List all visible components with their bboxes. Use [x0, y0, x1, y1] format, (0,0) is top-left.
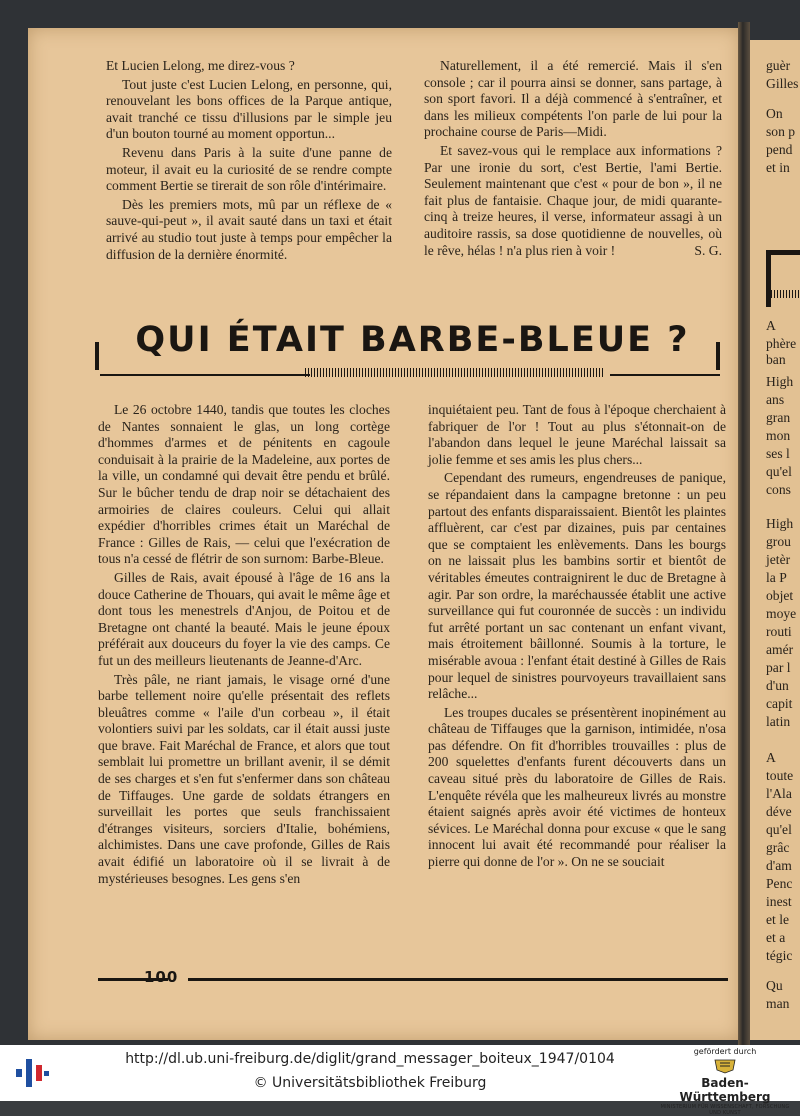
article-title: QUI ÉTAIT BARBE-BLEUE ?: [135, 320, 690, 360]
paragraph: Les troupes ducales se présentèrent inopinément au château de Tiffauges que la garnison, intimidée, n'osa pas défendre. On fit d'horribles trouvailles : plus de 200 squelettes d'enfants furent découverts dans un caveau situé près du laboratoire de Gilles de Rais. L'enquête révéla que les malheureux livrés au monstre étaient saignés après avoir été victimes de honteux sévices. Le Maréchal donna pour excuse « que le sang innocent lui avait été recommandé pour réaliser la pierre qui donne de l'or ». On ne se souciait: [428, 704, 726, 870]
adjacent-page-fragment: High: [766, 516, 794, 531]
adjacent-page-fragment: moye: [766, 606, 797, 621]
adjacent-page-fragment: Penc: [766, 876, 793, 891]
adjacent-page-fragment: ban: [766, 352, 786, 367]
paragraph: Cependant des rumeurs, engendreuses de panique, se répandaient dans la campagne bretonne : un peu partout des enfants disparaissaient. Bientôt les plaintes affluèrent, car c'est par dizaines, puis par centaines que se comptaient les enlèvements. Dans les bourgs on ne laissait plus les bambins sortir et bientôt de véritables émeutes contraignirent le duc de Bretagne à agir. Par son ordre, la maréchaussée établit une active surveillance qui fut couronnée de succès : un individu fut arrêté portant un sac contenant un enfant vivant, mais étroitement bâillonné. Soumis à la torture, le misérable avoua : l'enfant était destiné à Gilles de Rais pour lequel de sinistres pourvoyeurs travaillaient sans relâche...: [428, 470, 726, 702]
sponsor-label: gefördert durch: [693, 1047, 757, 1056]
adjacent-page-fragment: pend: [766, 142, 793, 157]
adjacent-page-fragment: A: [766, 318, 776, 333]
heading-rule-right: [610, 374, 720, 376]
viewer-footer: [0, 1045, 800, 1116]
paragraph-text: Et savez-vous qui le remplace aux informations ? Par une ironie du sort, c'est Bertie, l'ami Bertie. Seulement maintenant que c'est « pour de bon », il ne fait plus de fantaisie. Chaque jour, de midi quarante-cinq à treize heures, il verse, informateur assagi à un auditoire rassis, sa dose quotidienne de nouvelles, où le rêve, hélas ! n'a plus rien à voir !: [424, 142, 722, 258]
paragraph: Tout juste c'est Lucien Lelong, en personne, qui, renouvelant les bons offices de la Parque antique, avait tranché ce tissu d'illusions par le simple jeu d'un bouton tourné au moment opportun...: [106, 76, 392, 142]
article-heading: [95, 320, 730, 380]
article-right-column: [428, 402, 726, 873]
coat-of-arms-icon: [712, 1058, 738, 1074]
adjacent-page-fragment: ses l: [766, 446, 790, 461]
heading-hatch-ornament: [305, 368, 605, 377]
book-gutter: [738, 22, 750, 1045]
footer-rule-right: [188, 978, 728, 981]
adjacent-page-fragment: d'am: [766, 858, 792, 873]
paragraph: Revenu dans Paris à la suite d'une panne de moteur, il avait eu la curiosité de se rendre compte comment Bertie se tirerait de son rôle d'intérimaire.: [106, 144, 392, 194]
adjacent-page-fragment: On: [766, 106, 783, 121]
adjacent-page-fragment: amér: [766, 642, 794, 657]
adjacent-page-fragment: qu'el: [766, 464, 792, 479]
adjacent-page-fragment: latin: [766, 714, 791, 729]
adjacent-page-fragment: grou: [766, 534, 791, 549]
adjacent-heading-ornament: [766, 250, 800, 307]
adjacent-page-fragment: inest: [766, 894, 792, 909]
heading-rule-left: [100, 374, 310, 376]
paragraph: Le 26 octobre 1440, tandis que toutes les cloches de Nantes sonnaient le glas, un long cortège d'hommes d'armes et de pénitents en cagoule conduisait à la prairie de la Madeleine, aux portes de la ville, un condamné qui devait être pendu et brûlé. Sur le bûcher tendu de drap noir se détachaient des armoiries de claires couleurs. Celui qui allait expédier d'horribles crimes était un Maréchal de France : Gilles de Rais, — celui que l'exécration de tous n'a cessé de flétrir de son surnom: Barbe-Bleue.: [98, 402, 390, 567]
adjacent-page-fragment: toute: [766, 768, 794, 783]
signature: S. G.: [694, 242, 722, 258]
adjacent-page-fragment: qu'el: [766, 822, 792, 837]
adjacent-page-fragment: d'un: [766, 678, 789, 693]
adjacent-page-fragment: grâc: [766, 840, 790, 855]
adjacent-page-fragment: objet: [766, 588, 794, 603]
adjacent-page-fragment: Qu: [766, 978, 783, 993]
adjacent-page-fragment: gran: [766, 410, 791, 425]
top-left-column: [106, 58, 392, 265]
adjacent-page-fragment: capit: [766, 696, 793, 711]
sponsor-subtitle: MINISTERIUM FÜR WISSENSCHAFT, FORSCHUNG UND KUNST: [660, 1104, 790, 1116]
adjacent-page-fragment: par l: [766, 660, 791, 675]
paragraph: Naturellement, il a été remercié. Mais il s'en console ; car il pourra ainsi se donner, sans partage, à son sport favori. Il a déjà commencé à s'entraîner, et dans les milieux compétents l'on parle de lui pour la prochaine course de Paris—Midi.: [424, 58, 722, 140]
adjacent-page-fragment: tégic: [766, 948, 793, 963]
adjacent-page-fragment: mon: [766, 428, 791, 443]
adjacent-page-fragment: Gilles: [766, 76, 799, 91]
adjacent-hatch-ornament: [768, 290, 800, 298]
adjacent-page-fragment: cons: [766, 482, 791, 497]
adjacent-page-fragment: High: [766, 374, 794, 389]
adjacent-page-fragment: guèr: [766, 58, 791, 73]
adjacent-page-fragment: son p: [766, 124, 796, 139]
adjacent-page-fragment: et in: [766, 160, 790, 175]
paragraph: Et Lucien Lelong, me direz-vous ?: [106, 58, 295, 73]
library-logo-icon: [12, 1053, 52, 1093]
adjacent-page-fragment: phère: [766, 336, 797, 351]
adjacent-page-fragment: A: [766, 750, 776, 765]
top-right-column: [424, 58, 722, 261]
permalink-link[interactable]: http://dl.ub.uni-freiburg.de/diglit/grand_messager_boiteux_1947/0104: [125, 1051, 615, 1067]
document-page: [28, 28, 740, 1040]
paragraph: Dès les premiers mots, mû par un réflexe de « sauve-qui-peut », il avait sauté dans un taxi et était arrivé au studio tout juste à temps pour empêcher la diffusion de la dernière énormité.: [106, 196, 392, 262]
adjacent-page-fragment: et le: [766, 912, 790, 927]
adjacent-page-fragment: man: [766, 996, 790, 1011]
adjacent-page-fragment: la P: [766, 570, 787, 585]
adjacent-page-fragment: jetèr: [766, 552, 791, 567]
article-left-column: [98, 402, 390, 889]
copyright-notice: © Universitätsbibliothek Freiburg: [253, 1075, 487, 1091]
adjacent-page-fragment: déve: [766, 804, 792, 819]
paragraph: [424, 143, 722, 259]
adjacent-page-fragment: ans: [766, 392, 785, 407]
adjacent-page-fragment: et a: [766, 930, 786, 945]
sponsor-logo: [660, 1047, 790, 1116]
heading-ornament-right: [716, 342, 720, 370]
adjacent-page: [750, 40, 800, 1040]
paragraph: inquiétaient peu. Tant de fous à l'époque cherchaient à fabriquer de l'or ! Tout au plus s'étonnait-on de l'abandon dans lequel le jeune Maréchal laissait sa jolie femme et ses amis les plus chers...: [428, 402, 726, 467]
paragraph: Très pâle, ne riant jamais, le visage orné d'une barbe tellement noire qu'elle présentait des reflets bleuâtres comme « l'aile d'un corbeau », il était volontiers suivi par les soldats, car il était aussi juste que brave. Fait Maréchal de France, et alors que tout semblait lui promettre un brillant avenir, il se démit de ses charges et s'en fut s'enfermer dans son château de Tiffauges. Une garde de soldats étrangers en surveillait les portes que seuls franchissaient d'étranges visiteurs, sorciers d'Italie, bohémiens, alchimistes. Dans une cave profonde, Gilles de Rais avait édifié un laboratoire où il se livrait à de mystérieuses besognes. Les gens s'en: [98, 671, 390, 886]
adjacent-page-fragment: routi: [766, 624, 792, 639]
page-number: 100: [144, 968, 179, 986]
paragraph: Gilles de Rais, avait épousé à l'âge de 16 ans la douce Catherine de Thouars, qui avait le même âge et dont tous les menestrels d'Anjou, de Poitou et de Bretagne ont chanté la beauté. Mais le jeune époux préférait aux douceurs du foyer la vie des camps. Ce fut un des meilleurs lieutenants de Jeanne-d'Arc.: [98, 569, 390, 668]
adjacent-page-fragment: l'Ala: [766, 786, 792, 801]
sponsor-name: Baden-Württemberg: [679, 1076, 771, 1104]
